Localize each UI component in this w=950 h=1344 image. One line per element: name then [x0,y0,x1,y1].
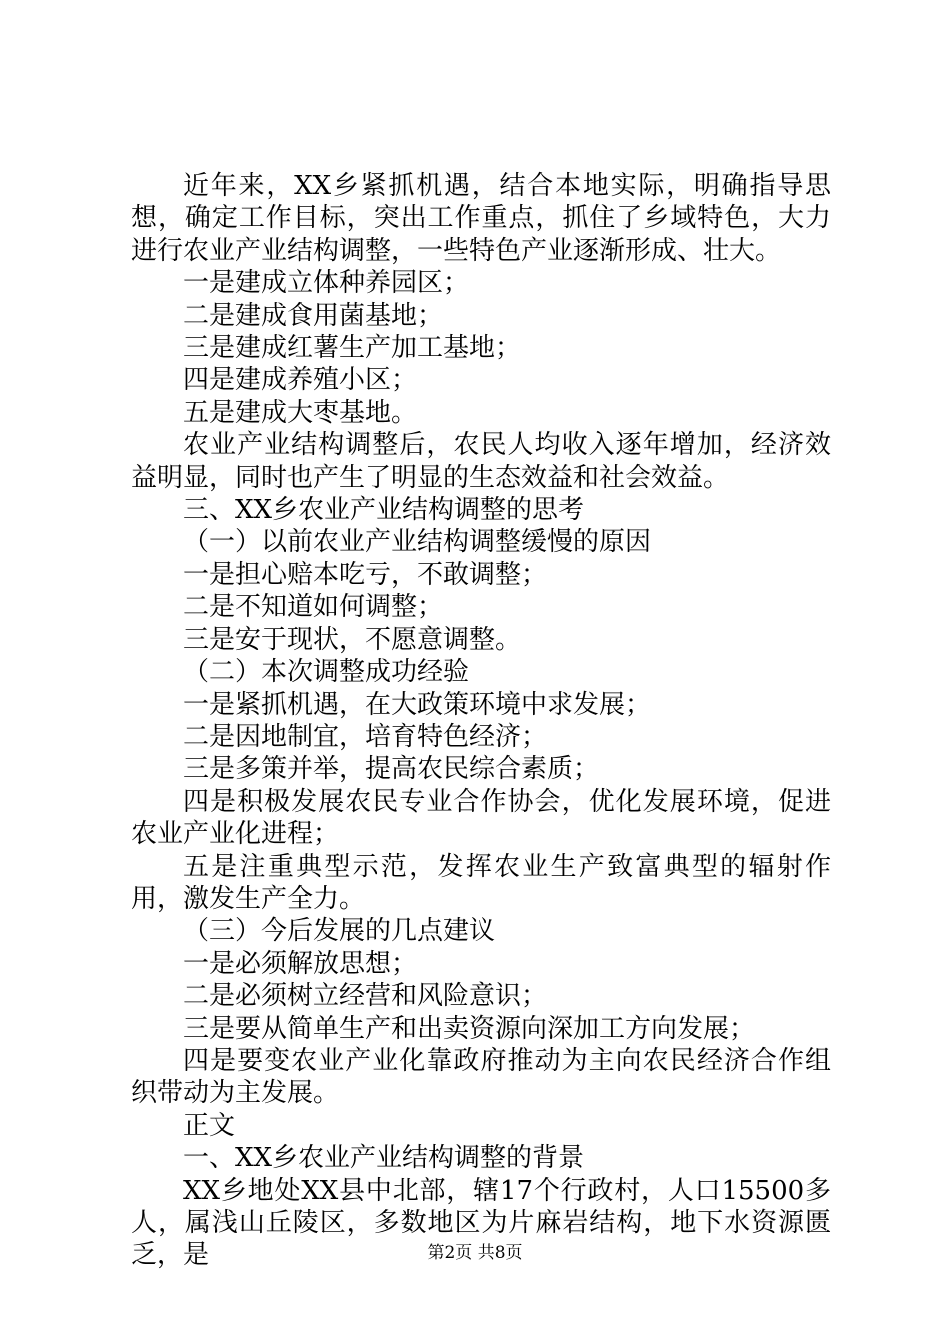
subsection-heading: （一）以前农业产业结构调整缓慢的原因 [183,527,652,558]
page-number: 第2页 共8页 [427,1243,523,1263]
paragraph: 二是因地制宜，培育特色经济； [183,721,548,752]
paragraph: 农业产业结构调整后，农民人均收入逐年增加，经济效益明显，同时也产生了明显的生态效益和社会效益。 [131,430,831,493]
paragraph: 四是积极发展农民专业合作协会，优化发展环境，促进农业产业化进程； [131,786,831,850]
paragraph: 五是注重典型示范，发挥农业生产致富典型的辐射作用，激发生产全力。 [131,851,831,914]
paragraph: 三是安于现状，不愿意调整。 [183,624,522,655]
paragraph: 二是必须树立经营和风险意识； [183,981,548,1012]
document-body [131,170,831,1272]
section-label: 正文 [183,1110,236,1141]
subsection-heading: （二）本次调整成功经验 [183,657,470,688]
paragraph: 一是必须解放思想； [183,948,418,979]
paragraph: 四是要变农业产业化靠政府推动为主向农民经济合作组织带动为主发展。 [131,1045,831,1109]
paragraph: 二是不知道如何调整； [183,592,444,623]
paragraph: 近年来，XX乡紧抓机遇，结合本地实际，明确指导思想，确定工作目标，突出工作重点，抓住了乡域特色，大力进行农业产业结构调整，一些特色产业逐渐形成、壮大。 [131,171,831,266]
paragraph: 四是建成养殖小区； [183,365,418,396]
paragraph: 三是建成红薯生产加工基地； [183,333,522,364]
paragraph: 三是多策并举，提高农民综合素质； [183,754,600,785]
paragraph: 一是紧抓机遇，在大政策环境中求发展； [183,689,652,720]
subsection-heading: （三）今后发展的几点建议 [183,916,496,947]
paragraph: 五是建成大枣基地。 [183,397,418,428]
paragraph: XX乡地处XX县中北部，辖17个行政村，人口15500多人，属浅山丘陵区，多数地区为片麻岩结构，地下水资源匮乏，是 [131,1175,831,1271]
paragraph: 一是担心赔本吃亏，不敢调整； [183,559,548,590]
paragraph: 一是建成立体种养园区； [183,268,470,299]
section-heading: 一、XX乡农业产业结构调整的背景 [183,1143,585,1174]
section-heading: 三、XX乡农业产业结构调整的思考 [183,495,585,526]
paragraph: 二是建成食用菌基地； [183,300,444,331]
paragraph: 三是要从简单生产和出卖资源向深加工方向发展； [183,1013,756,1044]
